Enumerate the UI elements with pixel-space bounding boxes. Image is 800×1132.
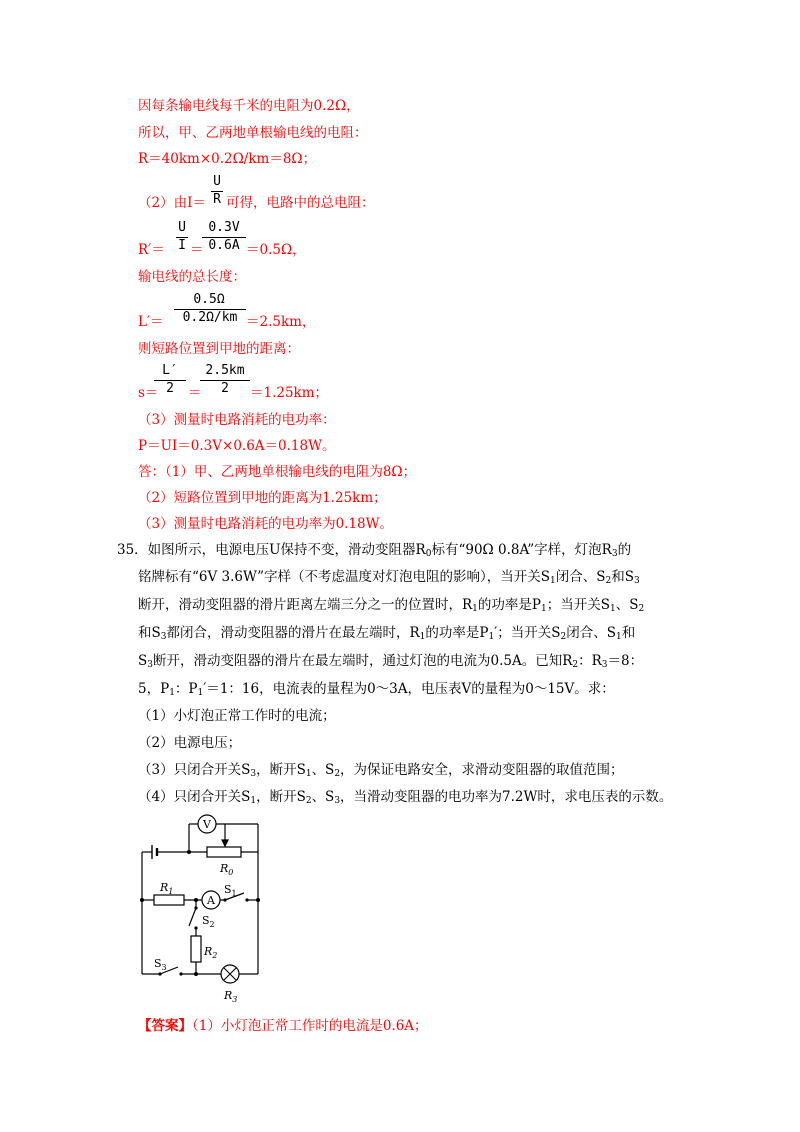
part3-label: （3）测量时电路消耗的电功率： bbox=[138, 412, 336, 428]
r0-label: $R_0$ bbox=[220, 862, 234, 877]
question-line-1: 35．如图所示，电源电压U保持不变，滑动变阻器$R_0$标有“90Ω 0.8A”字样，灯泡$R_3$的 bbox=[117, 542, 632, 559]
frac-05ohm-numerator: 0.5Ω bbox=[193, 292, 225, 307]
solution-line-1: 因每条输电线每千米的电阻为0.2Ω， bbox=[138, 98, 360, 114]
frac-03v-numerator: 0.3V bbox=[208, 220, 240, 235]
s-prefix: s＝ bbox=[138, 385, 159, 401]
r3-label: $R_3$ bbox=[224, 989, 238, 1004]
s2-label: $S_2$ bbox=[202, 914, 215, 929]
lamp-symbol bbox=[221, 965, 239, 983]
part2-suffix: 可得，电路中的总电阻： bbox=[226, 195, 375, 211]
frac-25km-numerator: 2.5km bbox=[205, 363, 245, 378]
frac-lprime-numerator: L′ bbox=[162, 363, 178, 378]
frac-2a-denominator: 2 bbox=[166, 381, 174, 396]
s-result: ＝1.25km； bbox=[250, 385, 329, 401]
frac-r-denominator: R bbox=[213, 192, 221, 207]
r-prime-prefix: R′＝ bbox=[138, 242, 165, 258]
circuit-diagram bbox=[130, 812, 275, 1007]
frac-u2-numerator: U bbox=[178, 220, 186, 235]
frac-02ohm-km-denominator: 0.2Ω/km bbox=[182, 310, 238, 325]
answer-text: （1）小灯泡正常工作时的电流是0.6A； bbox=[192, 1018, 428, 1034]
sub-question-2: （2）电源电压； bbox=[138, 735, 242, 751]
frac-06a-denominator: 0.6A bbox=[208, 238, 240, 253]
sub-question-3: （3）只闭合开关$S_3$，断开$S_1$、$S_2$，为保证电路安全，求滑动变阻器的取值范围； bbox=[138, 762, 624, 779]
r2-label: $R_2$ bbox=[204, 945, 218, 960]
question-line-6: 5，$P_1$：$P_1'=1$：16，电流表的量程为0～3A，电压表V的量程为0～15V。求： bbox=[138, 681, 615, 698]
sub-question-4: （4）只闭合开关$S_1$，断开$S_2$、$S_3$，当滑动变阻器的电功率为7.2W时，求电压表的示数。 bbox=[138, 789, 673, 806]
voltmeter-label: V bbox=[203, 818, 211, 831]
solution-line-3: R＝40km×0.2Ω/km＝8Ω； bbox=[138, 151, 317, 167]
ammeter-label: A bbox=[207, 894, 215, 907]
l-prime-result: ＝2.5km， bbox=[246, 314, 316, 330]
part2-prefix: （2）由I＝ bbox=[138, 195, 206, 211]
s3-label: $S_3$ bbox=[154, 957, 167, 972]
total-length-label: 输电线的总长度： bbox=[138, 269, 246, 285]
question-line-4: 和$S_3$都闭合，滑动变阻器的滑片在最左端时，$R_1$的功率是$P_1'$；当开关$S_2$闭合、$S_1$和 bbox=[138, 625, 636, 642]
sub-question-1: （1）小灯泡正常工作时的电流； bbox=[138, 708, 336, 724]
short-distance-label: 则短路位置到甲地的距离： bbox=[138, 341, 300, 357]
answer-line bbox=[138, 1017, 428, 1035]
answer-tag: 【答案】 bbox=[138, 1018, 192, 1034]
answer-line-2: （2）短路位置到甲地的距离为1.25km； bbox=[138, 490, 387, 506]
power-equation: P＝UI＝0.3V×0.6A＝0.18W。 bbox=[138, 438, 336, 454]
voltmeter-symbol bbox=[198, 815, 216, 833]
equals-sign: ＝ bbox=[190, 242, 204, 258]
ammeter-symbol bbox=[202, 891, 220, 909]
r-prime-result: ＝0.5Ω， bbox=[246, 242, 306, 258]
r1-label: $R_1$ bbox=[160, 881, 174, 896]
frac-i-denominator: I bbox=[178, 238, 186, 253]
question-line-5: $S_3$断开，滑动变阻器的滑片在最左端时，通过灯泡的电流为0.5A。已知$R_2$：$R_3=8$： bbox=[138, 653, 644, 670]
answer-line-1: 答：（1）甲、乙两地单根输电线的电阻为8Ω； bbox=[138, 464, 417, 480]
equals-sign-2: ＝ bbox=[188, 385, 202, 401]
answer-line-3: （3）测量时电路消耗的电功率为0.18W。 bbox=[138, 516, 394, 532]
frac-u-numerator: U bbox=[213, 174, 221, 189]
s1-label: $S_1$ bbox=[224, 883, 237, 898]
frac-2b-denominator: 2 bbox=[221, 381, 229, 396]
question-line-3: 断开，滑动变阻器的滑片距离左端三分之一的位置时，$R_1$的功率是$P_1$；当开关$S_1$、$S_2$ bbox=[138, 597, 645, 614]
l-prime-prefix: L′＝ bbox=[138, 314, 164, 330]
question-line-2: 铭牌标有“6V 3.6W”字样（不考虑温度对灯泡电阻的影响），当开关$S_1$闭合、$S_2$和$S_3$ bbox=[138, 569, 640, 586]
solution-line-2: 所以，甲、乙两地单根输电线的电阻： bbox=[138, 125, 368, 141]
